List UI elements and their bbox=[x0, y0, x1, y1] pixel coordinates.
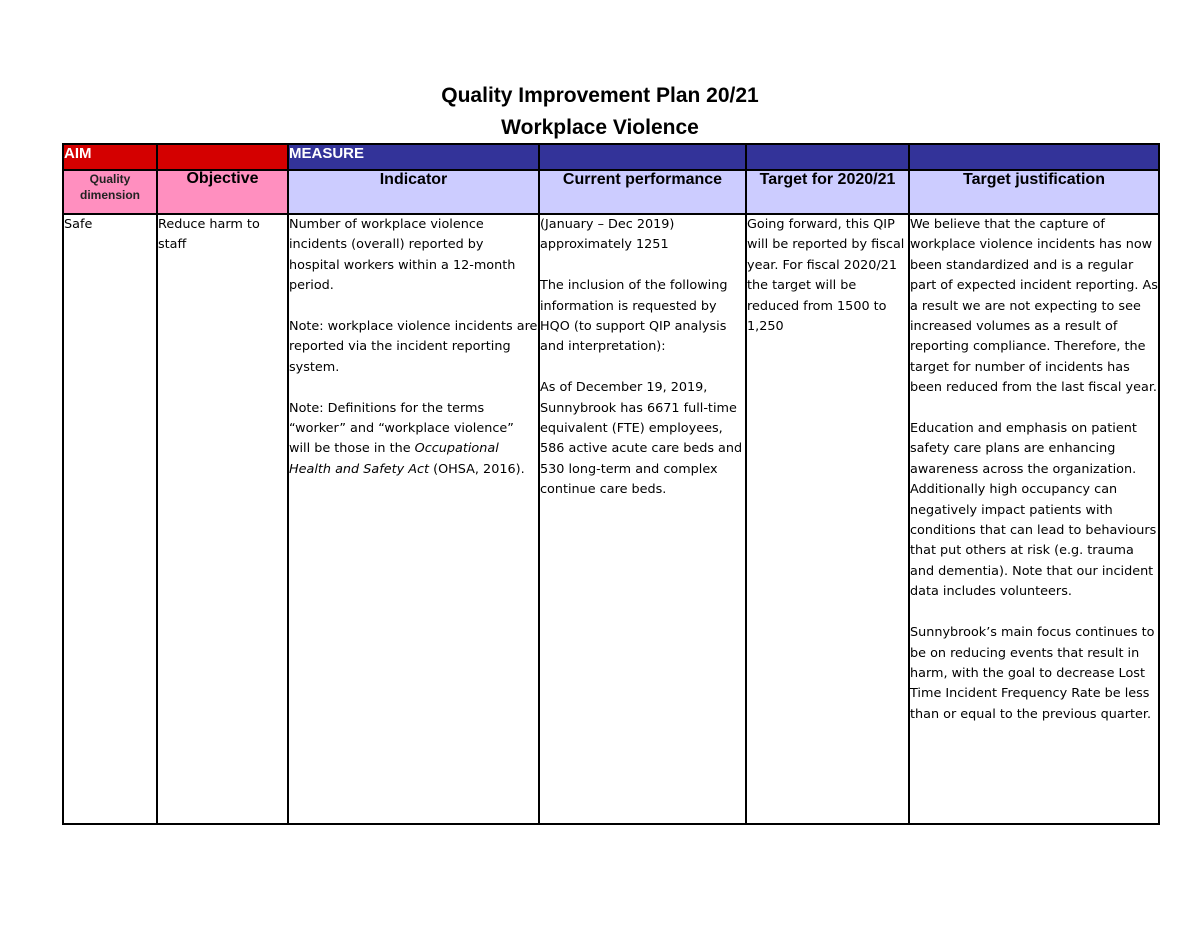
measure-band-filler-2 bbox=[746, 144, 909, 170]
indicator-p3-end: (OHSA, 2016). bbox=[429, 461, 525, 477]
section-band-row bbox=[63, 144, 1159, 170]
indicator-act-name: Occupational Health and Safety Act bbox=[289, 441, 499, 477]
measure-band-filler-1 bbox=[539, 144, 746, 170]
performance-paragraph-3: As of December 19, 2019, Sunnybrook has 6671 full-time equivalent (FTE) employees, 586 active acute care beds and 530 long-term and complex continue care beds. bbox=[540, 380, 743, 498]
justification-paragraph-1: We believe that the capture of workplace violence incidents has now been standardized and is a regular part of expected incident reporting. As a result we are not expecting to see increased volumes as a result of reporting compliance. Therefore, the target for number of incidents has been reduced from the last fiscal year. bbox=[910, 217, 1158, 396]
qip-table bbox=[62, 143, 1160, 825]
header-objective: Objective bbox=[157, 170, 288, 214]
header-target: Target for 2020/21 bbox=[746, 170, 909, 214]
measure-band-label: MEASURE bbox=[288, 144, 539, 170]
measure-band-filler-3 bbox=[909, 144, 1159, 170]
table-row bbox=[63, 214, 1159, 824]
aim-band-label: AIM bbox=[63, 144, 157, 170]
indicator-paragraph-3 bbox=[289, 399, 538, 481]
header-quality-dimension: Quality dimension bbox=[63, 170, 157, 214]
cell-indicator bbox=[288, 214, 539, 824]
document-titles bbox=[0, 80, 1200, 144]
cell-current-performance bbox=[539, 214, 746, 824]
page-title: Quality Improvement Plan 20/21 bbox=[441, 84, 759, 107]
page-subtitle: Workplace Violence bbox=[501, 116, 699, 139]
header-row bbox=[63, 170, 1159, 214]
header-current-performance: Current performance bbox=[539, 170, 746, 214]
justification-paragraph-3: Sunnybrook’s main focus continues to be on reducing events that result in harm, with the goal to decrease Lost Time Incident Frequency Rate be less than or equal to the previous quarter. bbox=[910, 625, 1155, 722]
indicator-p3-text: Note: Definitions for the terms “worker” and “workplace violence” will be those in the bbox=[289, 400, 514, 457]
cell-target: Going forward, this QIP will be reported by fiscal year. For fiscal 2020/21 the target will be reduced from 1500 to 1,250 bbox=[746, 214, 909, 824]
header-justification: Target justification bbox=[909, 170, 1159, 214]
cell-justification bbox=[909, 214, 1159, 824]
cell-quality-dimension: Safe bbox=[63, 214, 157, 824]
indicator-paragraph-2: Note: workplace violence incidents are reported via the incident reporting system. bbox=[289, 319, 538, 375]
aim-band-filler bbox=[157, 144, 288, 170]
performance-paragraph-2: The inclusion of the following information is requested by HQO (to support QIP analysis and interpretation): bbox=[540, 278, 728, 355]
performance-paragraph-1: (January – Dec 2019) approximately 1251 bbox=[540, 217, 675, 253]
justification-paragraph-2: Education and emphasis on patient safety care plans are enhancing awareness across the organization. Additionally high occupancy can negatively impact patients with conditions that can lead to behaviours that put others at risk (e.g. trauma and dementia). Note that our incident data includes volunteers. bbox=[910, 421, 1157, 600]
header-indicator: Indicator bbox=[288, 170, 539, 214]
cell-objective: Reduce harm to staff bbox=[157, 214, 288, 824]
indicator-paragraph-1: Number of workplace violence incidents (overall) reported by hospital workers within a 12-month period. bbox=[289, 217, 516, 294]
